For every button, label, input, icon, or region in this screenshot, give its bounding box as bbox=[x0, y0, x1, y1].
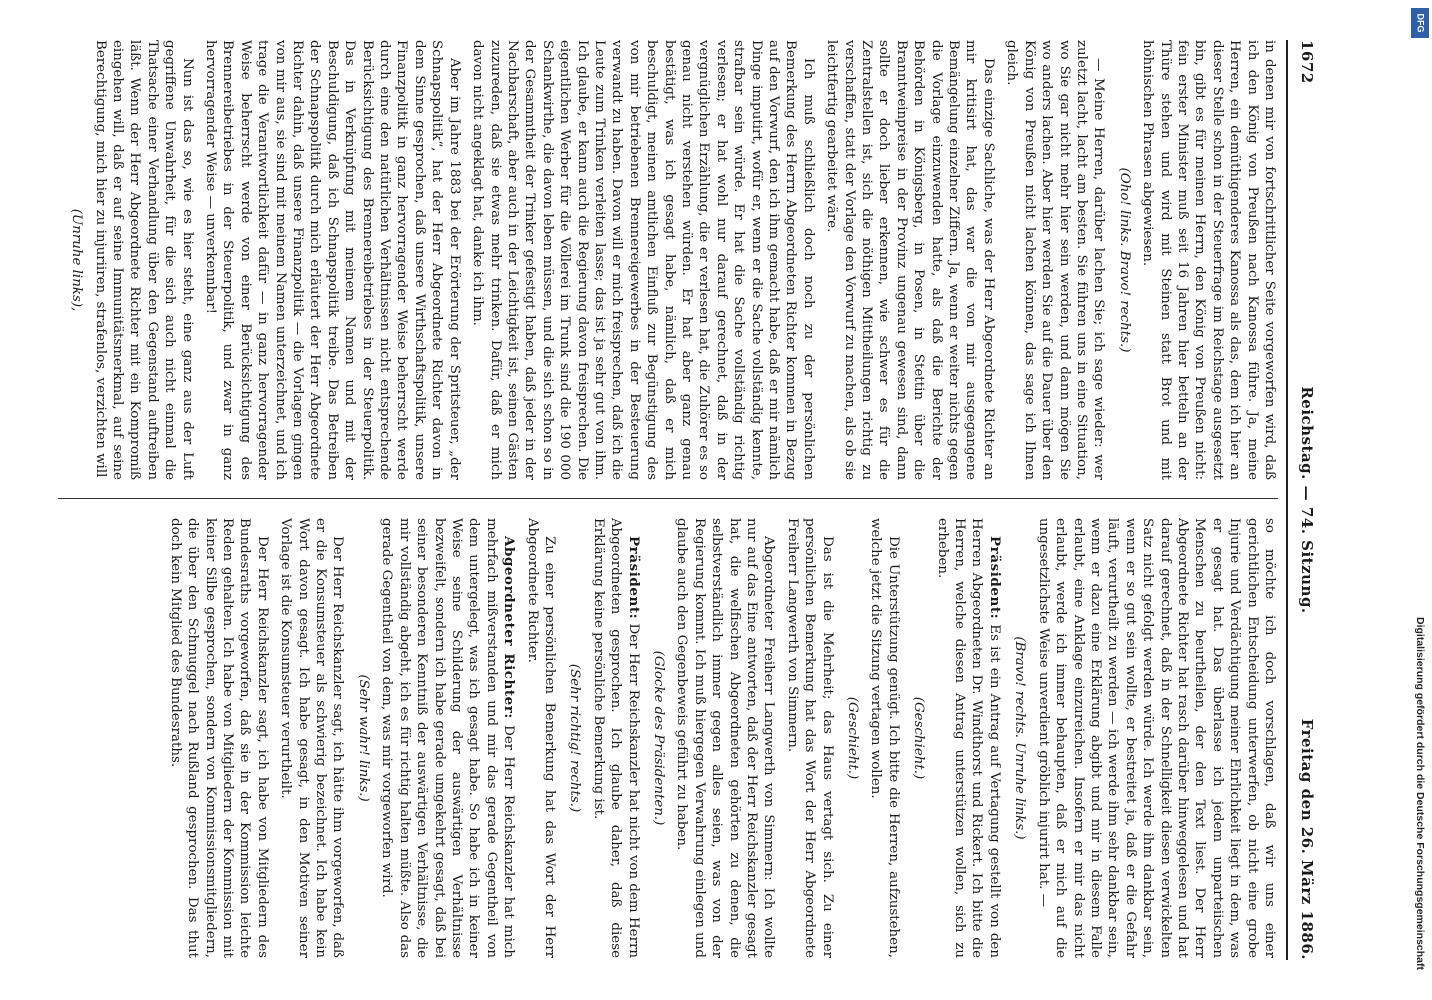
paragraph-text: Es ist ein Antrag auf Vertagung gestellt von den Herren Abgeordneten Dr. Windthorst und Rickert. Ich bitte die Herren, welche diesen Antrag unterstützen wollen, sich zu erheben. bbox=[934, 518, 1002, 958]
paragraph bbox=[277, 518, 347, 958]
speaker-label: Präsident: bbox=[625, 536, 642, 620]
paragraph bbox=[166, 518, 270, 958]
paragraph-text: (Unruhe links), bbox=[69, 208, 85, 312]
session-title: Reichstag. — 74. Sitzung. bbox=[1298, 386, 1316, 614]
stage-direction bbox=[650, 518, 667, 958]
stage-direction bbox=[68, 40, 85, 480]
paragraph bbox=[1003, 40, 1107, 480]
page-header bbox=[1292, 40, 1322, 960]
column-divider bbox=[58, 498, 1278, 499]
paragraph-text: Das einzige Sachliche, was der Herr Abgeordnete Richter an mir kritisirt hat, das war die von mir ausgegangene Bemängelung einzelner Ziffern. Ja, wenn er weiter nichts gegen die Vorlage einzuwenden hatte, als daß die Berichte der Behörden in Königsberg, in Posen, in Stettin über die Branntweinpreise in der Provinz ungenau gewesen sind, dann sollte er doch lieber erkennen, wie schwer es für die Zentralstellen ist, sich die nöthigen Mittheilungen richtig zu verschaffen, statt der Vorlage den Vorwurf zu machen, als ob sie leichtfertig gearbeitet wäre. bbox=[824, 40, 996, 480]
paragraph bbox=[783, 518, 835, 958]
paragraph bbox=[469, 40, 817, 480]
paragraph bbox=[933, 518, 1003, 958]
stage-direction bbox=[566, 518, 583, 958]
dfg-logo-badge bbox=[1411, 8, 1429, 38]
paragraph-text: Zu einer persönlichen Bemerkung hat das Wort der Herr Abgeordnete Richter. bbox=[524, 518, 557, 958]
paragraph-text: (Geschieht.) bbox=[911, 696, 927, 780]
stage-direction bbox=[844, 518, 861, 958]
paragraph bbox=[867, 518, 902, 958]
paragraph-text: Ich muß schließlich doch noch zu der persönlichen Bemerkung des Herrn Abgeordneten Richter kommen in Bezug auf den Vorwurf, den ich ihm gemacht habe, daß er mir nämlich Dinge imputirt, wofür er, wenn er die Sache vollständig kennte, strafbar sein würde. Er hat die Sache vollständig richtig verlesen; er hat wohl nur darauf gerechnet, daß in der vergnüglichen Erzählung, die er verlesen hat, die Zuhörer es so genau nicht verstehen würden. Er hat aber ganz genau bestätigt, was ich gesagt habe, nämlich, daß er mich beschuldigt, meinen amtlichen Einfluß zur Begünstigung des von mir betriebenen Brennereigewerbes in der Besteuerung verwandt zu haben. Davon will er mich freisprechen, daß ich die Leute zum Trinken verleiten lasse; das ist ja sehr gut von ihm. Ich glaube, er kann auch die Regierung davon freisprechen. Die eigentlichen Werber für die Völlerei im Trunk sind die 190 000 Schankwirthe, die davon leben müssen, und die sich schon so in der Gesammtheit der Trinker gefestigt haben, daß jeder in der Nachbarschaft, aber auch in der Leichtigkeit ist, seinen Gästen zuzureden, daß sie etwas mehr trinken. Dafür, daß er mich davon nicht angeklagt hat, danke ich ihm. bbox=[470, 40, 816, 480]
paragraph-text: Aber im Jahre 1883 bei der Erörterung der Spritsteuer, „der Schnapspolitik“, hat der Herr Abgeordnete Richter davon in dem Sinne gesprochen, daß unsere Wirthschaftspolitik, unsere Finanzpolitik in ganz hervorragender Weise beherrscht werde durch eine den natürlichen Verhältnissen nicht entsprechende Berücksichtigung des Brennereibetriebes in der Steuerpolitik. Das in Verknüpfung mit meinem Namen und mit der Beschuldigung, daß ich Schnapspolitik treibe. Das Betreiben der Schnapspolitik durch mich erläutert der Herr Abgeordnete Richter dahin, daß unsere Finanzpolitik — die Vorlagen gingen von mir aus, sie sind mit meinem Namen unterzeichnet, und ich trage die Verantwortlichkeit dafür — in ganz hervorragender Weise beherrscht werde von einer Berücksichtigung des Brennereibetriebes in der Steuerpolitik, und zwar in ganz hervorragender Weise — unverkennbar! bbox=[203, 40, 462, 480]
paragraph bbox=[673, 518, 777, 958]
paragraph bbox=[823, 40, 997, 480]
paragraph-text: (Bravo! rechts. Unruhe links.) bbox=[1012, 636, 1028, 840]
paragraph-text: — Meine Herren, darüber lachen Sie; ich sage wieder: wer zuletzt lacht, lacht am besten. Sie führen uns in eine Situation, wo Sie gar nicht mehr hier sein werden, und dann mögen Sie wo anders lachen. Aber hier werden Sie auf die Dauer über den König von Preußen nicht lachen können, das sage ich Ihnen gleich. bbox=[1004, 40, 1107, 480]
stage-direction bbox=[1115, 40, 1132, 480]
paragraph-text: Der Herr Reichskanzler sagt, ich hätte ihm vorgeworfen, daß er die Konsumsteuer als schwierig bezeichnet. Ich habe kein Wort davon gesagt. Ich habe gesagt, in den Motiven seiner Vorlage ist die Konsumsteuer verurtheilt. bbox=[278, 518, 346, 958]
stage-direction bbox=[910, 518, 927, 958]
paragraph-text: (Sehr richtig! rechts.) bbox=[567, 663, 583, 813]
page-number: 1672 bbox=[1298, 40, 1316, 84]
paragraph-text: Die Unterstützung genügt. Ich bitte die Herren, aufzustehen, welche jetzt die Sitzung vertagen wollen. bbox=[868, 518, 901, 958]
paragraph bbox=[1139, 40, 1278, 480]
paragraph bbox=[1034, 518, 1278, 958]
paragraph-text: Nun ist das so, wie es hier steht, eine ganz aus der Luft gegriffene Unwahrheit, für die sich auch nicht einmal die Thatsache einer Verhandlung über den Gegenstand auftreiben läßt. Wenn der Herr Abgeordnete Richter mit ein Kompromiß eingehen will, daß er auf seine Immunitätsmerkmal, auf seine Berechtigung, mich hier zu injuriiren, strafenlos, verzichten will bbox=[92, 40, 195, 480]
stage-direction bbox=[1011, 518, 1028, 958]
paragraph-text: (Glocke des Präsidenten.) bbox=[651, 650, 666, 826]
paragraph-text: (Sehr wahr! links.) bbox=[355, 674, 371, 802]
paragraph-text: (Geschieht.) bbox=[845, 696, 861, 780]
paragraph-text: Abgeordneter Freiherr Langwerth von Simmern: Ich wollte nur auf das Eine antworten, daß der Herr Reichskanzler gesagt hat, die welfischen Abgeordneten gehörten zu denen, die selbstverständlich immer gegen alles seien, was von der Regierung kommt. Ich muß hiergegen Verwahrung einlegen und glaube auch den Gegenbeweis geführt zu haben. bbox=[674, 518, 777, 958]
paragraph-text: Der Herr Reichskanzler hat mich mehrfach mißverstanden und mir das gerade Gegentheil von dem untergelegt, was ich gesagt habe. So habe ich in keiner Weise seine Schilderung der auswärtigen Verhältnisse bezweifelt, sondern ich habe gerade umgekehrt gesagt, daß bei seiner besonderen Kenntniß der auswärtigen Verhältnisse, die mir vollständig abgeht, ich es für richtig halten müßte. Also das gerade Gegentheil von dem, was mir vorgeworfen wird. bbox=[379, 518, 517, 958]
paragraph-text: (Oho! links. Bravo! rechts.) bbox=[1116, 167, 1132, 353]
digitization-credit-text: Digitalisierung gefördert durch die Deutsche Forschungsgemeinschaft bbox=[1414, 617, 1426, 970]
speaker-label: Präsident: bbox=[986, 536, 1003, 620]
paragraph-text: in denen mir von fortschrittlicher Seite vorgeworfen wird, daß ich den König von Preußen nach Kanossa führe. Ja, meine Herren, ein demüthigenderes Kanossa als das, dem ich hier an dieser Stelle schon in der Steuerfrage im Reichstage ausgesetzt bin, gibt es für meinen Herrn, den König von Preußen nicht: fein erster Minister muß seit 16 Jahren hier betteln an der Thüre stehen und wird mit Steinen statt Brot und mit höhnischen Phrasen abgewiesen. bbox=[1140, 40, 1277, 480]
paragraph-text: Das ist die Mehrheit; das Haus vertagt sich. Zu einer persönlichen Bemerkung hat das Wort der Herr Abgeordnete Freiherr Langwerth von Simmern. bbox=[784, 518, 835, 958]
paragraph-text: so möchte ich doch vorschlagen, daß wir uns einer gerichtlichen Entscheidung unterwerfen, ob nicht eine grobe Injurie und Verdächtigung meiner Ehrlichkeit liegt in dem, was er gesagt hat. Das überlasse ich jedem unparteiischen Menschen zu beurtheilen, der den Text liest. Der Herr Abgeordnete Richter hat rasch darüber hinweggelesen und hat darauf gerechnet, daß in der Schnelligkeit diesen verwickelten Satz nicht gefolgt werden würde. Ich werde ihm dankbar sein, wenn er so gut sein wollte, er bestreitet ja, daß er die Gefahr läuft, verurtheilt zu werden — ich werde ihm sehr dankbar sein, wenn er dazu eine Erklärung abgibt und mir in diesem Falle erlaubt, eine Anklage einzureichen. Insofern er mir das nicht erlaubt, werde ich immer behaupten, daß er mich auf die ungesetzlichste Weise unverdient gröblich injurirt hat. — bbox=[1035, 518, 1277, 958]
speaker-label: Abgeordneter Richter: bbox=[501, 536, 518, 719]
right-text-column bbox=[28, 518, 1278, 958]
stage-direction bbox=[355, 518, 372, 958]
paragraph-text: Der Herr Reichskanzler sagt, ich habe von Mitgliedern des Bundesraths vorgeworfen, daß sie in der Kommission leichte Reden gehalten. Ich habe von Mitgliedern der Kommission mit keiner Silbe gesprochen, sondern von Kommissionsmitgliedern, die über den Schmuggel nach Rußland gesprochen. Das thut doch kein Mitglied des Bundesraths. bbox=[167, 518, 270, 958]
session-date: Freitag den 26. März 1886. bbox=[1298, 718, 1316, 960]
dfg-logo-label: DFG bbox=[1415, 13, 1425, 33]
paragraph bbox=[589, 518, 641, 958]
paragraph bbox=[202, 40, 463, 480]
header-divider bbox=[1286, 40, 1288, 960]
paragraph bbox=[523, 518, 558, 958]
paragraph-text: Der Herr Reichskanzler hat nicht von dem Herrn Abgeordneten gesprochen. Ich glaube daher, daß diese Erklärung keine persönliche Bemerkung ist. bbox=[590, 518, 641, 958]
paragraph bbox=[91, 40, 195, 480]
left-text-column bbox=[28, 40, 1278, 480]
digitization-credit bbox=[1408, 0, 1432, 1000]
paragraph bbox=[378, 518, 517, 958]
